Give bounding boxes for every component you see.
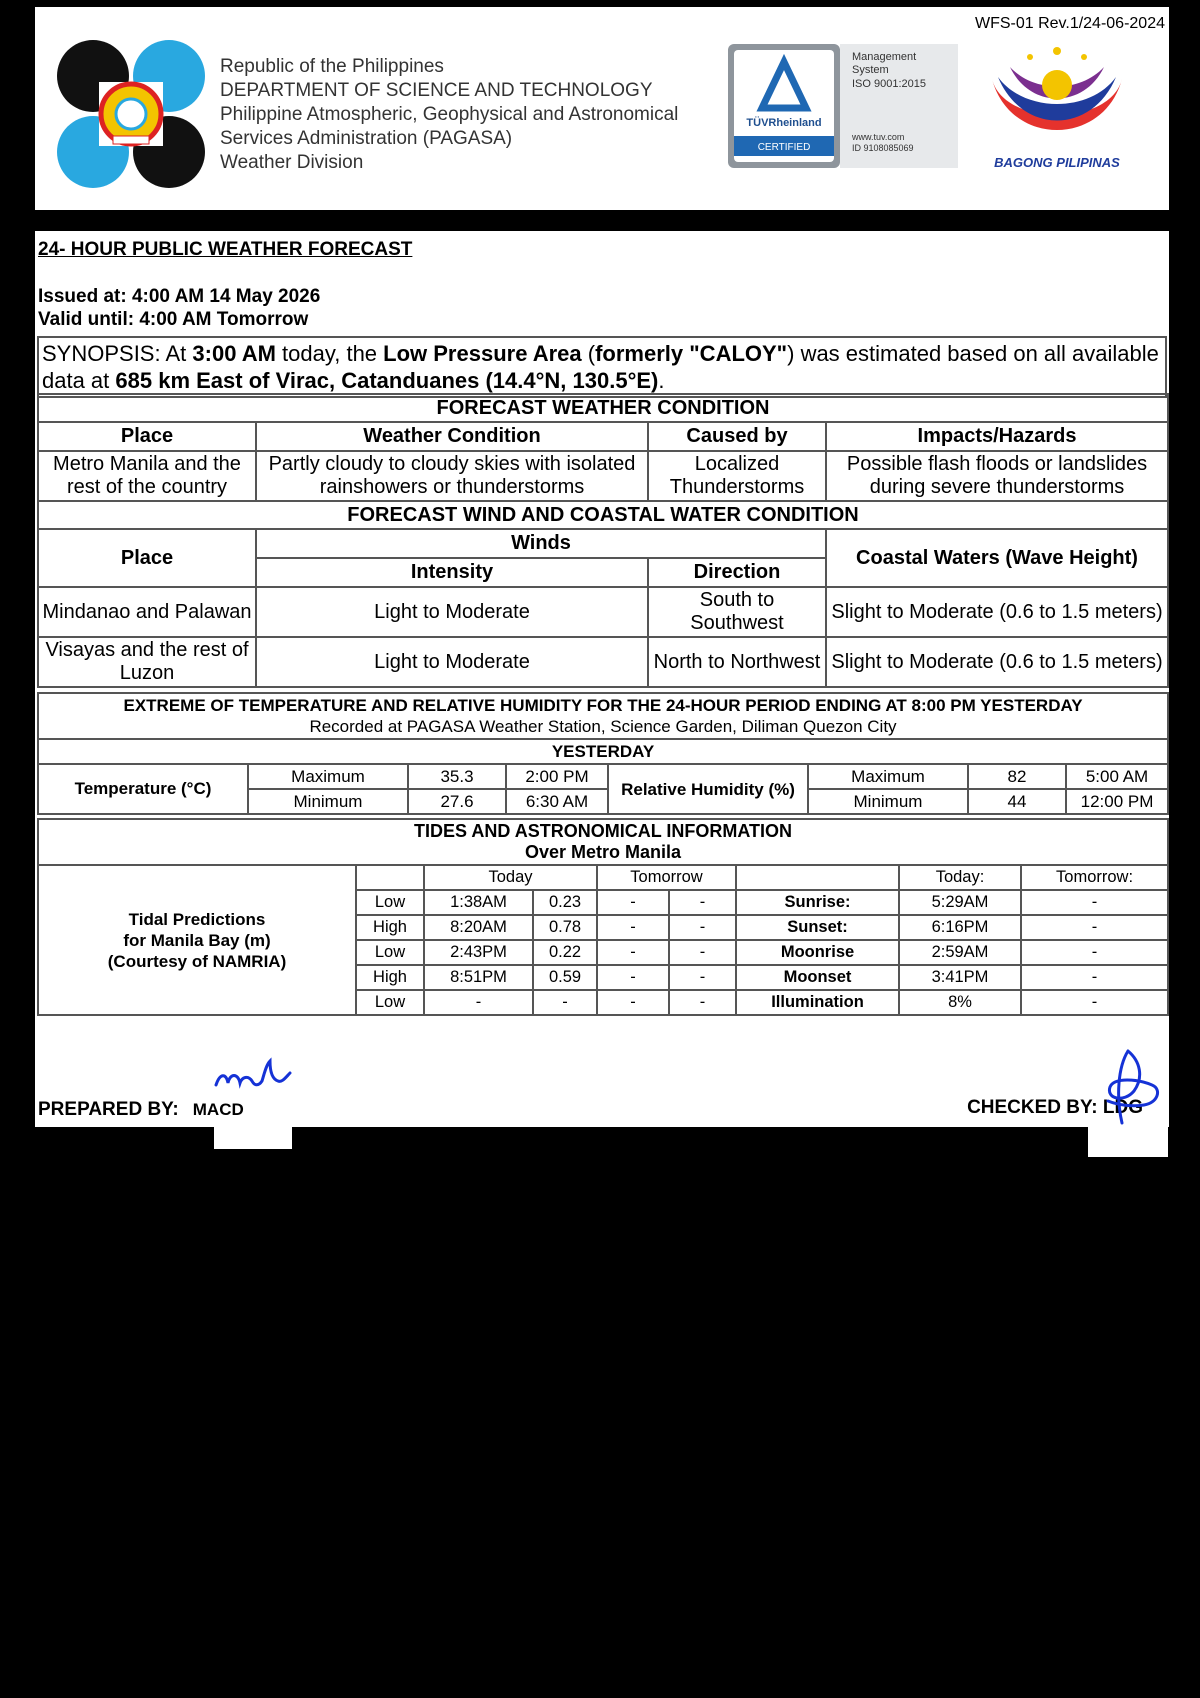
tide-type: Low: [356, 990, 424, 1015]
tide-type: Low: [356, 890, 424, 915]
tide-type: High: [356, 965, 424, 990]
tide-tomorrow-time: -: [597, 990, 669, 1015]
wind-place: Visayas and the rest of Luzon: [38, 637, 256, 687]
rh-min-label: Minimum: [808, 789, 968, 814]
tuv-id: ID 9108085069: [852, 143, 914, 153]
wind-header-winds: Winds: [256, 529, 826, 558]
tide-tomorrow-time: -: [597, 965, 669, 990]
rh-min-time: 12:00 PM: [1066, 789, 1168, 814]
tide-height: 0.23: [533, 890, 597, 915]
tide-tomorrow-height: -: [669, 915, 736, 940]
tide-tomorrow-height: -: [669, 965, 736, 990]
tide-tomorrow-height: -: [669, 990, 736, 1015]
tuv-brand: TÜVRheinland: [746, 117, 822, 129]
tuv-line2: System: [852, 64, 889, 76]
temperature-label: Temperature (°C): [38, 764, 248, 814]
tide-today-header: Today: [424, 865, 597, 890]
tide-tomorrow-time: -: [597, 915, 669, 940]
synopsis-table: [37, 336, 1167, 398]
tuv-certified: CERTIFIED: [757, 142, 811, 153]
yesterday-heading: YESTERDAY: [38, 739, 1168, 764]
astro-today: 8%: [899, 990, 1021, 1015]
agency-line-1: Republic of the Philippines: [220, 56, 444, 77]
rh-max-value: 82: [968, 764, 1066, 789]
astro-tomorrow: -: [1021, 940, 1168, 965]
astro-tomorrow: -: [1021, 915, 1168, 940]
temp-max-label: Maximum: [248, 764, 408, 789]
checked-by-label: CHECKED BY:: [967, 1097, 1098, 1118]
prepared-signature: [212, 1055, 292, 1095]
wind-header-direction: Direction: [648, 558, 826, 587]
tide-time: 8:51PM: [424, 965, 533, 990]
temp-max-value: 35.3: [408, 764, 506, 789]
issued-at: Issued at: 4:00 AM 14 May 2026: [38, 286, 321, 307]
astro-empty-header: [736, 865, 899, 890]
wind-direction: North to Northwest: [648, 637, 826, 687]
prepared-by-value: MACD: [192, 1100, 244, 1119]
bagong-pilipinas-text: BAGONG PILIPINAS: [994, 155, 1120, 170]
tide-height: 0.59: [533, 965, 597, 990]
astro-today: 6:16PM: [899, 915, 1021, 940]
header-place: Place: [38, 422, 256, 451]
weather-caused-by: Localized Thunderstorms: [648, 451, 826, 501]
prepared-by-label: PREPARED BY:: [38, 1099, 179, 1120]
agency-line-3: Philippine Atmospheric, Geophysical and Astronomical: [220, 104, 679, 125]
tide-type: Low: [356, 940, 424, 965]
tide-tomorrow-height: -: [669, 890, 736, 915]
extremes-subtitle: Recorded at PAGASA Weather Station, Science Garden, Diliman Quezon City: [309, 717, 897, 736]
wind-intensity: Light to Moderate: [256, 637, 648, 687]
agency-block: [220, 55, 678, 175]
rh-max-label: Maximum: [808, 764, 968, 789]
tide-height: 0.78: [533, 915, 597, 940]
astro-today: 3:41PM: [899, 965, 1021, 990]
tide-empty-header: [356, 865, 424, 890]
issue-info: [38, 285, 320, 331]
weather-place: Metro Manila and the rest of the country: [38, 451, 256, 501]
document-code: WFS-01 Rev.1/24-06-2024: [974, 15, 1165, 32]
astro-label: Sunset:: [736, 915, 899, 940]
tuv-line3: ISO 9001:2015: [852, 78, 927, 90]
astro-tomorrow: -: [1021, 890, 1168, 915]
wind-header-place: Place: [38, 529, 256, 587]
astro-today: 5:29AM: [899, 890, 1021, 915]
temp-min-value: 27.6: [408, 789, 506, 814]
tide-height: 0.22: [533, 940, 597, 965]
extremes-table: [37, 692, 1169, 815]
agency-line-5: Weather Division: [220, 152, 364, 173]
tide-time: -: [424, 990, 533, 1015]
wind-direction: South to Southwest: [648, 587, 826, 637]
astro-today-header: Today:: [899, 865, 1021, 890]
wind-coastal: Slight to Moderate (0.6 to 1.5 meters): [826, 587, 1168, 637]
wind-header-intensity: Intensity: [256, 558, 648, 587]
rh-max-time: 5:00 AM: [1066, 764, 1168, 789]
weather-condition: Partly cloudy to cloudy skies with isolated rainshowers or thunderstorms: [256, 451, 648, 501]
agency-line-2: DEPARTMENT OF SCIENCE AND TECHNOLOGY: [220, 80, 653, 101]
tides-table: [37, 818, 1169, 1016]
tide-time: 2:43PM: [424, 940, 533, 965]
tide-tomorrow-height: -: [669, 940, 736, 965]
temp-min-time: 6:30 AM: [506, 789, 608, 814]
signature-patch: [214, 1125, 292, 1149]
astro-label: Moonrise: [736, 940, 899, 965]
agency-line-4: Services Administration (PAGASA): [220, 128, 513, 149]
tidal-predictions-label: Tidal Predictions for Manila Bay (m) (Courtesy of NAMRIA): [38, 865, 356, 1015]
synopsis-text: SYNOPSIS: At 3:00 AM today, the Low Pressure Area (formerly "CALOY") was estimated based on all available data at 685 km East of Virac, Catanduanes (14.4°N, 130.5°E).: [38, 337, 1166, 397]
astro-label: Illumination: [736, 990, 899, 1015]
checked-signature: [1088, 1047, 1168, 1127]
temp-max-time: 2:00 PM: [506, 764, 608, 789]
checked-by-value: LDG: [1102, 1097, 1143, 1118]
wind-intensity: Light to Moderate: [256, 587, 648, 637]
forecast-panel: [35, 231, 1169, 1127]
tuv-www: www.tuv.com: [852, 132, 905, 142]
tuv-certification-logo: [728, 44, 958, 168]
forecast-weather-heading: FORECAST WEATHER CONDITION: [38, 394, 1168, 422]
pagasa-logo-icon: [55, 38, 207, 190]
astro-tomorrow: -: [1021, 990, 1168, 1015]
extremes-title: EXTREME OF TEMPERATURE AND RELATIVE HUMIDITY FOR THE 24-HOUR PERIOD ENDING AT 8:00 PM YESTERDAY: [123, 696, 1083, 715]
wind-coastal: Slight to Moderate (0.6 to 1.5 meters): [826, 637, 1168, 687]
temp-min-label: Minimum: [248, 789, 408, 814]
tide-tomorrow-header: Tomorrow: [597, 865, 736, 890]
tuv-line1: Management: [852, 51, 917, 63]
forecast-weather-table: [37, 393, 1169, 688]
valid-until: Valid until: 4:00 AM Tomorrow: [38, 309, 309, 330]
rh-min-value: 44: [968, 789, 1066, 814]
wind-heading: FORECAST WIND AND COASTAL WATER CONDITION: [38, 501, 1168, 529]
tides-heading: [38, 819, 1168, 865]
weather-impacts: Possible flash floods or landslides during severe thunderstorms: [826, 451, 1168, 501]
tide-time: 1:38AM: [424, 890, 533, 915]
wind-place: Mindanao and Palawan: [38, 587, 256, 637]
forecast-title: 24- HOUR PUBLIC WEATHER FORECAST: [38, 239, 413, 260]
astro-tomorrow: -: [1021, 965, 1168, 990]
tides-subtitle: Over Metro Manila: [525, 842, 682, 862]
tide-type: High: [356, 915, 424, 940]
astro-tomorrow-header: Tomorrow:: [1021, 865, 1168, 890]
tide-time: 8:20AM: [424, 915, 533, 940]
wind-header-coastal: Coastal Waters (Wave Height): [826, 529, 1168, 587]
tide-tomorrow-time: -: [597, 940, 669, 965]
tides-title: TIDES AND ASTRONOMICAL INFORMATION: [414, 821, 793, 841]
tide-height: -: [533, 990, 597, 1015]
astro-label: Moonset: [736, 965, 899, 990]
astro-today: 2:59AM: [899, 940, 1021, 965]
humidity-label: Relative Humidity (%): [608, 764, 808, 814]
header-caused-by: Caused by: [648, 422, 826, 451]
header-impacts: Impacts/Hazards: [826, 422, 1168, 451]
extremes-heading: [38, 693, 1168, 739]
astro-label: Sunrise:: [736, 890, 899, 915]
signature-patch: [1088, 1125, 1168, 1157]
prepared-by: [38, 1099, 244, 1121]
tide-tomorrow-time: -: [597, 890, 669, 915]
bagong-pilipinas-logo: [970, 37, 1145, 177]
header-weather-condition: Weather Condition: [256, 422, 648, 451]
header-panel: [35, 7, 1169, 210]
